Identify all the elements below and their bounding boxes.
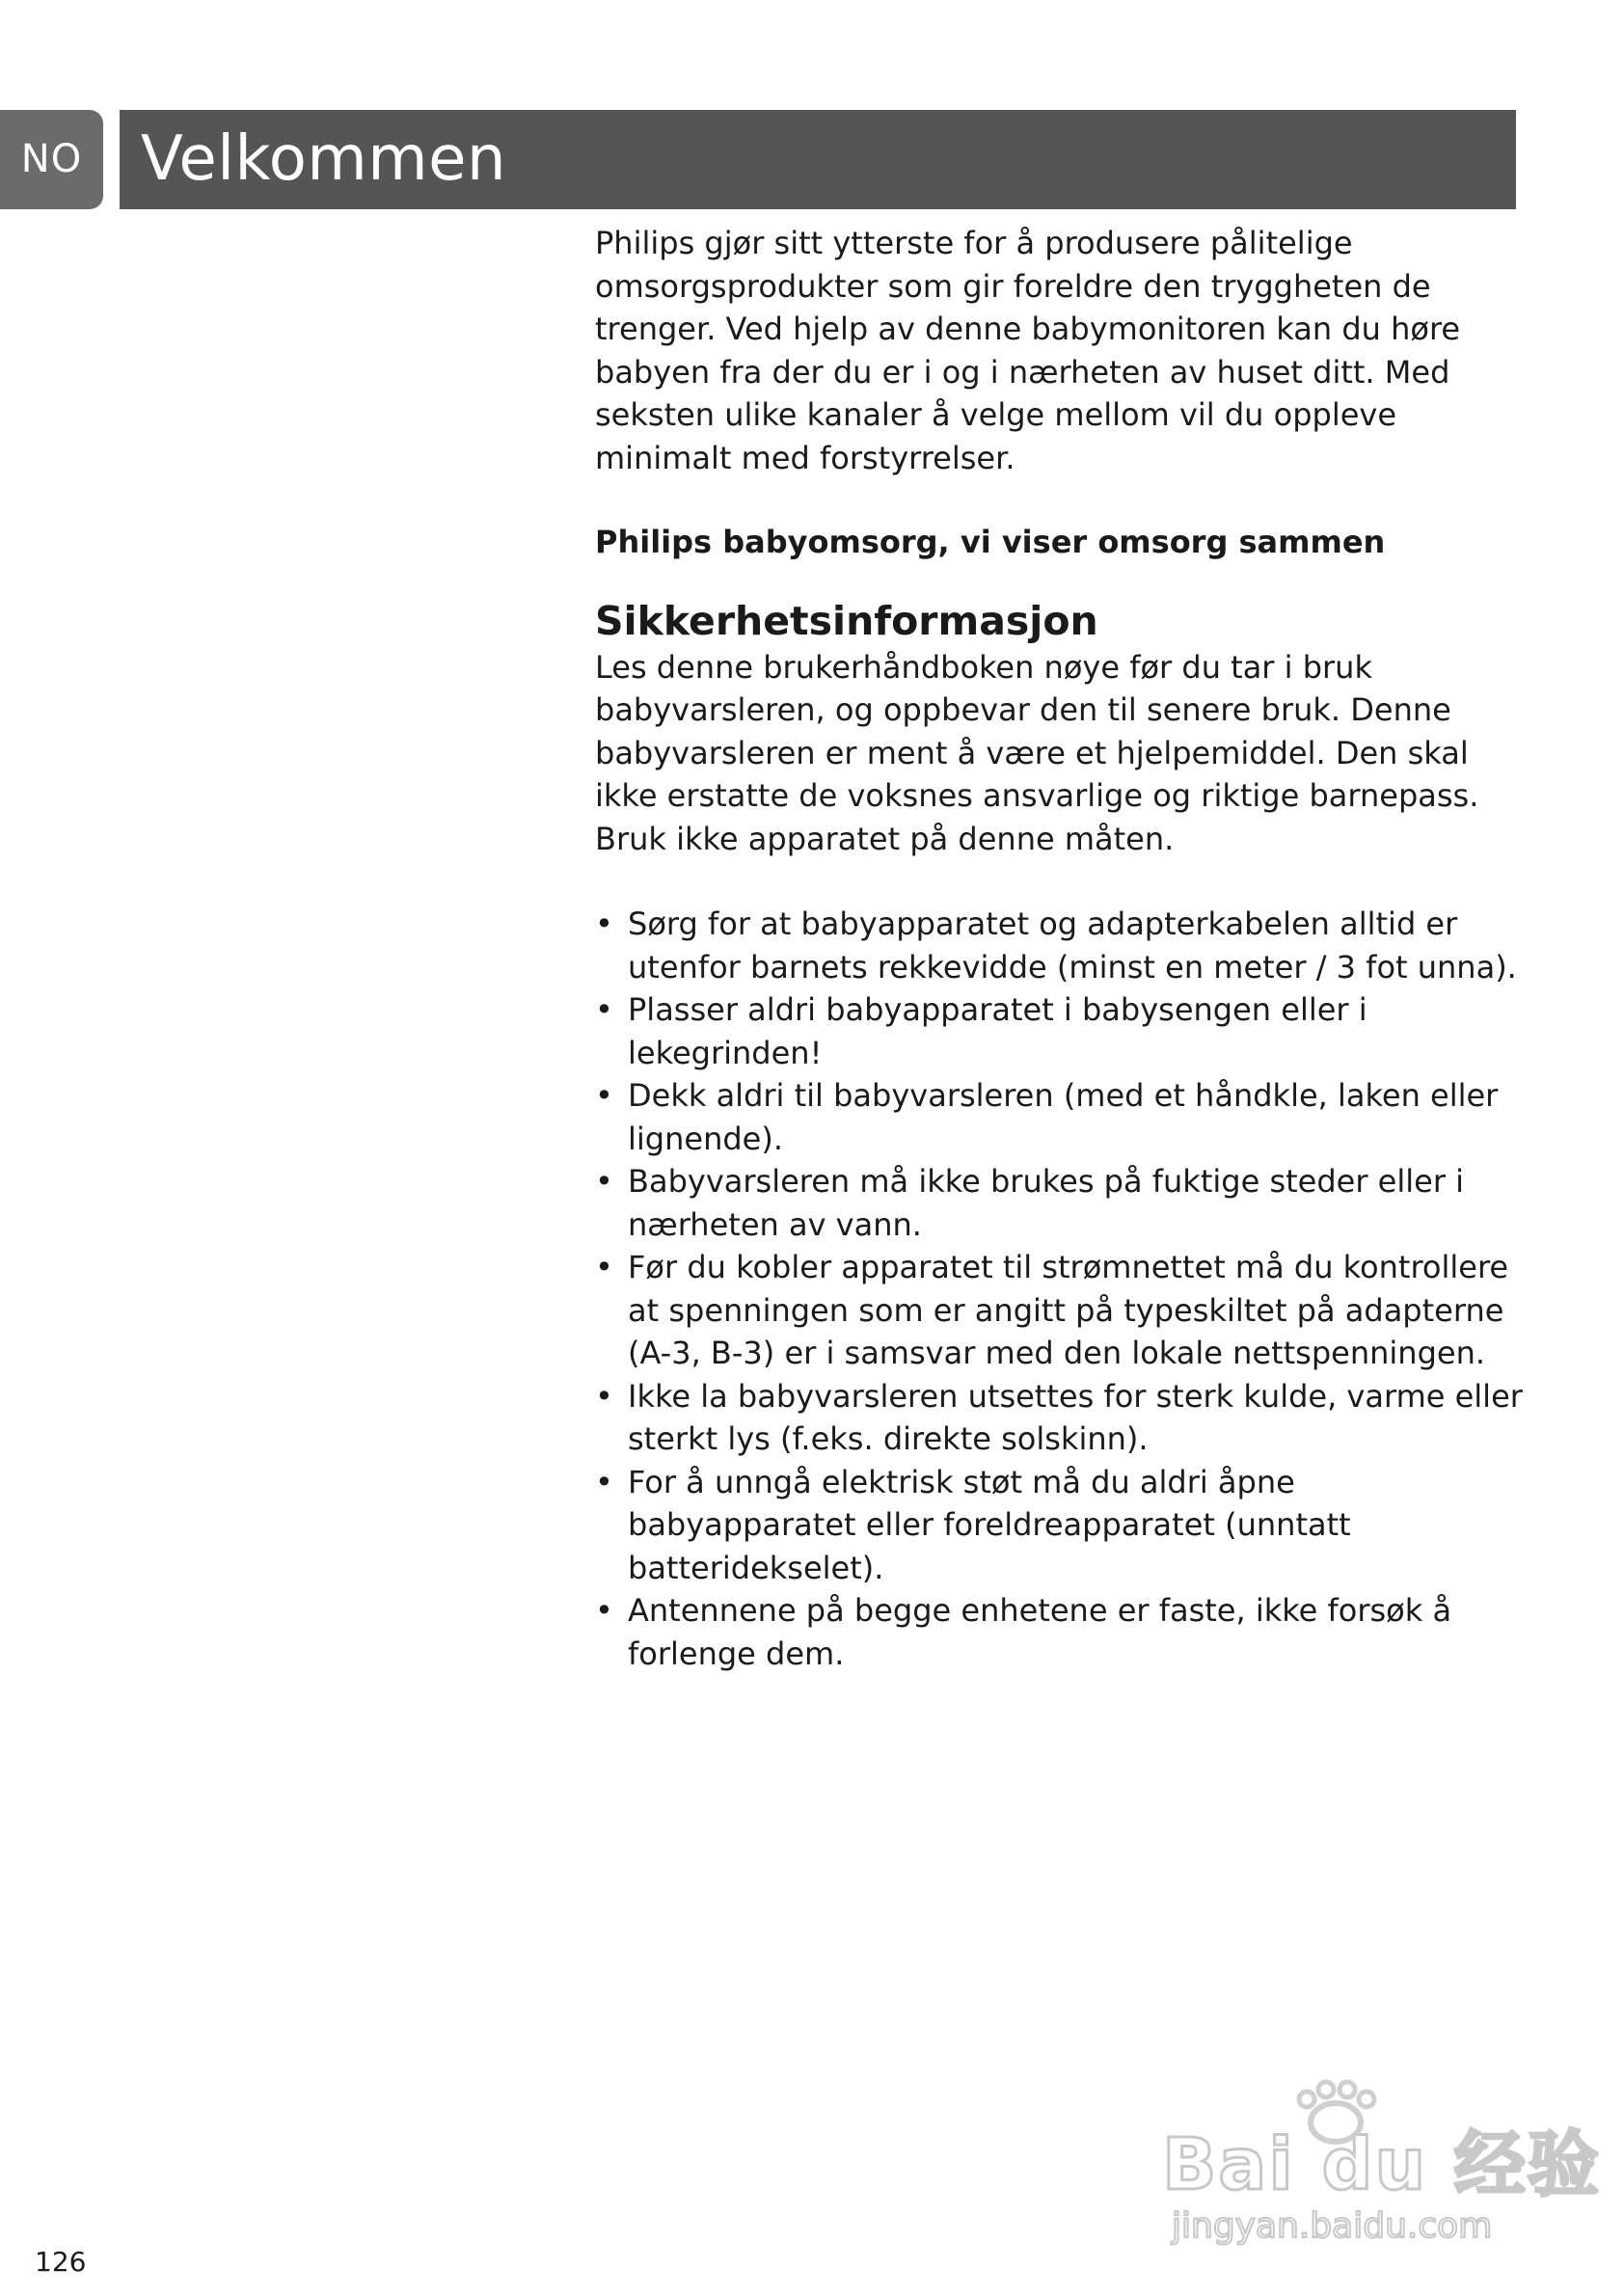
list-item-text: Ikke la babyvarsleren utsettes for sterk kulde, varme eller sterkt lys (f.eks. direkte solskinn).: [628, 1377, 1523, 1457]
baidu-watermark-icon: [1162, 2078, 1601, 2247]
list-item-text: Før du kobler apparatet til strømnettet må du kontrollere at spenningen som er angitt på typeskiltet på adapterne (A-3, B-3) er i samsvar med den lokale nettspenningen.: [628, 1249, 1509, 1371]
bullet-icon: •: [595, 1463, 613, 1500]
bullet-icon: •: [595, 1377, 613, 1415]
list-item-text: Babyvarsleren må ikke brukes på fuktige steder eller i nærheten av vann.: [628, 1163, 1465, 1243]
list-item-text: Plasser aldri babyapparatet i babysengen eller i lekegrinden!: [628, 991, 1367, 1071]
safety-paragraph: Les denne brukerhåndboken nøye før du tar i bruk babyvarsleren, og oppbevar den til senere bruk. Denne babyvarsleren er ment å være et hjelpemiddel. Den skal ikke erstatte de voksnes ansvarlige og riktige barnepass. Bruk ikke apparatet på denne måten.: [595, 648, 1479, 857]
tagline: Philips babyomsorg, vi viser omsorg sammen: [595, 524, 1386, 560]
title-bar: [120, 110, 1516, 209]
bullet-icon: •: [595, 991, 613, 1028]
list-item: [595, 1246, 1526, 1375]
intro-paragraph: Philips gjør sitt ytterste for å produsere pålitelige omsorgsprodukter som gir foreldre den tryggheten de trenger. Ved hjelp av denne babymonitoren kan du høre babyen fra der du er i og i nærheten av huset ditt. Med seksten ulike kanaler å velge mellom vil du oppleve minimalt med forstyrrelser.: [595, 225, 1461, 476]
list-item-text: Sørg for at babyapparatet og adapterkabelen alltid er utenfor barnets rekkevidde (minst en meter / 3 fot unna).: [628, 905, 1517, 986]
list-item-text: Antennene på begge enhetene er faste, ikke forsøk å forlenge dem.: [628, 1592, 1452, 1672]
list-item-text: For å unngå elektrisk støt må du aldri åpne babyapparatet eller foreldreapparatet (unntatt batteridekselet).: [628, 1463, 1351, 1586]
list-item: [595, 988, 1526, 1074]
list-item: [595, 903, 1526, 988]
bullet-icon: •: [595, 1163, 613, 1200]
watermark-url: jingyan.baidu.com: [1172, 2206, 1493, 2246]
bullet-icon: •: [595, 1249, 613, 1285]
list-item-text: Dekk aldri til babyvarsleren (med et håndkle, laken eller lignende).: [628, 1077, 1499, 1157]
page-title: Velkommen: [141, 123, 507, 195]
safety-bullet-list: [595, 903, 1526, 1675]
language-tab: NO: [0, 110, 103, 209]
list-item: [595, 1160, 1526, 1246]
bullet-icon: •: [595, 1592, 613, 1629]
list-item: [595, 1461, 1526, 1590]
bullet-icon: •: [595, 905, 613, 942]
bullet-icon: •: [595, 1077, 613, 1114]
list-item: [595, 1375, 1526, 1461]
watermark-brand: Bai du 经验: [1162, 2123, 1601, 2206]
list-item: [595, 1074, 1526, 1160]
page-number: 126: [35, 2246, 87, 2278]
list-item: [595, 1589, 1526, 1675]
main-content: [595, 222, 1526, 1675]
section-heading: Sikkerhetsinformasjon: [595, 597, 1098, 644]
